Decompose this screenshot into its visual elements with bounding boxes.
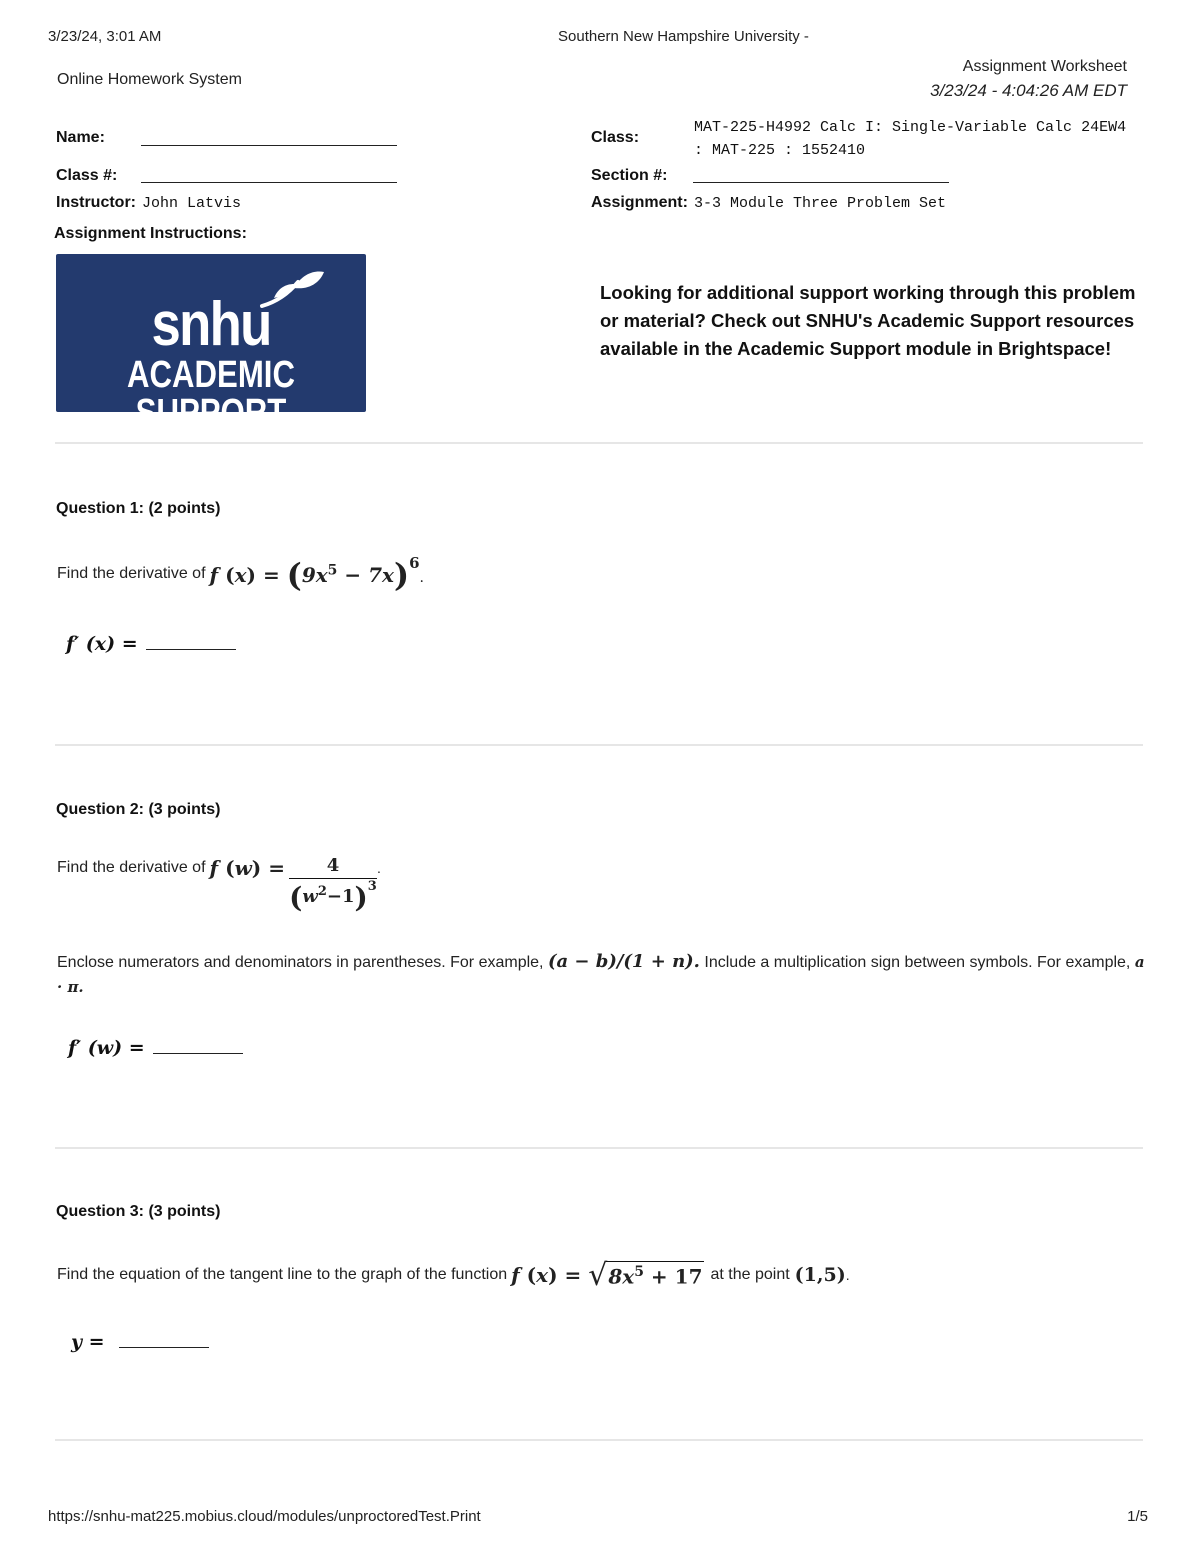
question-1-title: Question 1: (2 points) [56, 500, 221, 517]
question-2-answer-label: f′ (w) = [68, 1037, 145, 1059]
footer-page: 1/5 [1127, 1508, 1148, 1525]
class-label: Class: [591, 129, 640, 146]
question-3-point: (1,5) [794, 1264, 846, 1286]
question-2-note-a: Enclose numerators and denominators in parentheses. For example, [57, 954, 544, 971]
name-field[interactable] [141, 145, 397, 146]
worksheet-type: Assignment Worksheet [962, 58, 1127, 75]
question-1-prompt: Find the derivative of [57, 565, 206, 582]
instructions-label: Assignment Instructions: [54, 225, 247, 242]
question-2-title: Question 2: (3 points) [56, 801, 221, 818]
question-3-prompt: Find the equation of the tangent line to the graph of the function [57, 1266, 508, 1283]
question-2-example-1: (a − b)/(1 + n). [547, 951, 700, 972]
snhu-academic-support-logo [56, 254, 366, 434]
class-value-line2: : MAT-225 : 1552410 [694, 142, 866, 159]
assignment-value: 3-3 Module Three Problem Set [694, 195, 947, 212]
classnum-field[interactable] [141, 182, 397, 183]
question-3-title: Question 3: (3 points) [56, 1203, 221, 1220]
name-label: Name: [56, 129, 105, 146]
question-2-prompt: Find the derivative of [57, 859, 206, 876]
section-divider [55, 442, 1143, 444]
question-2-note [57, 950, 1147, 1000]
question-1-answer-row [66, 633, 236, 655]
assignment-label: Assignment: [591, 194, 688, 211]
question-1-answer-field[interactable] [146, 649, 236, 650]
worksheet-generated: 3/23/24 - 4:04:26 AM EDT [930, 81, 1127, 100]
section-field[interactable] [693, 182, 949, 183]
question-2-function-lhs: f (w) = [209, 856, 285, 880]
question-1-function: f $(x) = (9x^5 - 7x)^6$. [209, 554, 424, 594]
classnum-label: Class #: [56, 167, 118, 184]
section-label: Section #: [591, 167, 668, 184]
question-2-answer-field[interactable] [153, 1053, 243, 1054]
question-3-prompt-row: Find the equation of the tangent line to the graph of the function f ( x ) = √ $8x^5 + 17$ at the point (1,5) . [57, 1257, 850, 1293]
print-title: Southern New Hampshire University - [558, 28, 809, 45]
footer-url[interactable]: https://snhu-mat225.mobius.cloud/modules/unproctoredTest.Print [48, 1508, 481, 1525]
question-2-example-2: a · π. [57, 953, 1145, 996]
logo-tagline: ACADEMIC SUPPORT [127, 354, 295, 434]
logo-brand: snhu [151, 290, 271, 359]
question-1-prompt-row [57, 552, 424, 596]
question-3-prompt-b: at the point [710, 1266, 790, 1283]
question-1-answer-label: f′ (x) = [66, 633, 138, 655]
question-3-answer-row [71, 1331, 209, 1353]
print-datetime: 3/23/24, 3:01 AM [48, 28, 162, 45]
question-3-answer-field[interactable] [119, 1347, 209, 1348]
section-divider [55, 1147, 1143, 1149]
instructor-value: John Latvis [142, 195, 242, 212]
support-message: Looking for additional support working through this problem or material? Check out SNHU's Academic Support resources available in the Academic Support module in Brightspace! [600, 282, 1136, 359]
section-divider [55, 1439, 1143, 1441]
section-divider [55, 744, 1143, 746]
question-2-prompt-row: Find the derivative of f (w) = 4 $(w^2-1)^3$ . [57, 854, 381, 914]
instructor-label: Instructor: [56, 194, 136, 211]
question-2-fraction: 4 $(w^2-1)^3$ [289, 854, 377, 914]
question-3-function: f ( x ) = √ $8x^5 + 17$ [511, 1257, 703, 1293]
question-2-note-b: Include a multiplication sign between symbols. For example, [704, 954, 1131, 971]
question-3-answer-label: y = [71, 1331, 105, 1353]
class-value-line1: MAT-225-H4992 Calc I: Single-Variable Calc 24EW4 [694, 119, 1127, 136]
question-2-answer-row [68, 1037, 243, 1059]
system-name: Online Homework System [57, 71, 242, 88]
